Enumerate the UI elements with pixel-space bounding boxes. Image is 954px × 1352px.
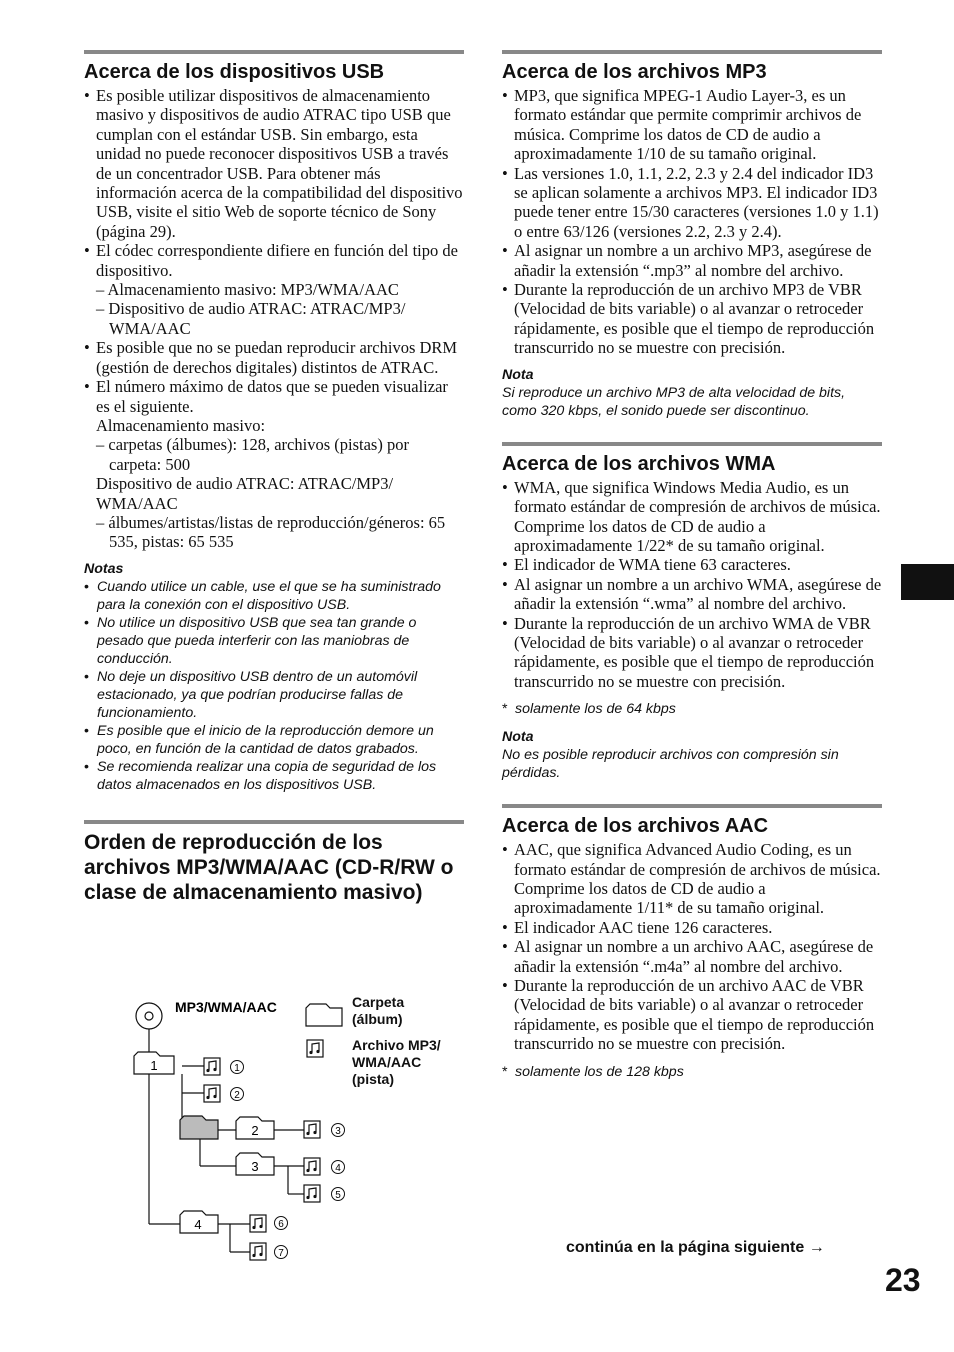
list-item: • MP3, que significa MPEG-1 Audio Layer-3, es un formato estándar que permite comprimir archivos de música. Comprime los datos de CD de audio a aproximadamente 1/10 de su tamaño original. bbox=[502, 86, 882, 164]
music-file-icon bbox=[204, 1085, 220, 1102]
legend-file-label: Archivo MP3/ WMA/AAC (pista) bbox=[352, 1037, 441, 1087]
track-number bbox=[231, 1088, 244, 1102]
note-item: • Es posible que el inicio de la reproducción demore un poco, en función de la cantidad de datos grabados. bbox=[84, 722, 464, 758]
music-file-icon bbox=[250, 1215, 266, 1232]
aac-heading: Acerca de los archivos AAC bbox=[502, 815, 769, 838]
footnote: * solamente los de 128 kbps bbox=[502, 1063, 882, 1081]
folder-number: 1 bbox=[150, 1058, 158, 1073]
legend-file-icon bbox=[307, 1040, 323, 1057]
list-subitem: – Dispositivo de audio ATRAC: ATRAC/MP3/ WMA/AAC bbox=[96, 299, 406, 338]
folder-tree-diagram bbox=[120, 990, 460, 1270]
mp3-heading: Acerca de los archivos MP3 bbox=[502, 61, 767, 83]
legend-folder-text: Carpeta (álbum) bbox=[352, 994, 405, 1027]
legend-folder-icon bbox=[306, 1004, 342, 1026]
folder-icon bbox=[236, 1117, 274, 1139]
svg-text:3: 3 bbox=[335, 1126, 341, 1137]
section-rule bbox=[502, 50, 882, 54]
list-subitem: – Almacenamiento masivo: MP3/WMA/AAC bbox=[96, 280, 399, 300]
folder-icon bbox=[134, 1052, 174, 1074]
music-file-icon bbox=[204, 1058, 220, 1075]
aac-section bbox=[502, 804, 882, 1080]
list-item: • El indicador de WMA tiene 63 caracteres. bbox=[502, 555, 882, 574]
folder-number: 3 bbox=[251, 1159, 259, 1174]
list-item: • El indicador AAC tiene 126 caracteres. bbox=[502, 918, 882, 937]
track-number bbox=[332, 1161, 345, 1175]
section-rule bbox=[84, 820, 464, 824]
note-text: No es posible reproducir archivos con compresión sin pérdidas. bbox=[502, 747, 839, 782]
current-folder-icon bbox=[180, 1116, 218, 1139]
disc-label: MP3/WMA/AAC bbox=[175, 999, 277, 1015]
svg-text:5: 5 bbox=[335, 1190, 341, 1201]
page-number: 23 bbox=[885, 1262, 921, 1298]
list-item: • WMA, que significa Windows Media Audio, es un formato estándar de compresión de archivos de música. Comprime los datos de CD de audio a aproximadamente 1/22* de su tamaño original. bbox=[502, 478, 882, 556]
list-item: • Las versiones 1.0, 1.1, 2.2, 2.3 y 2.4 del indicador ID3 se aplican solamente a archivos MP3. El indicador ID3 puede tener entre 15/30 caracteres (versiones 1.0 y 1.1) o entre 63/126 (versiones 2.2, 2.3 y 2.4). bbox=[502, 164, 882, 242]
svg-text:4: 4 bbox=[335, 1163, 341, 1174]
music-file-icon bbox=[304, 1158, 320, 1175]
usb-section bbox=[84, 50, 464, 794]
note-item: • Cuando utilice un cable, use el que se ha suministrado para la conexión con el dispositivo USB. bbox=[84, 578, 464, 614]
folder-number: 4 bbox=[194, 1217, 202, 1232]
track-number bbox=[275, 1246, 288, 1260]
folder-icon bbox=[236, 1153, 274, 1175]
svg-text:7: 7 bbox=[278, 1248, 284, 1259]
list-item: • Al asignar un nombre a un archivo MP3, asegúrese de añadir la extensión “.mp3” al nombre del archivo. bbox=[502, 241, 882, 280]
music-file-icon bbox=[304, 1185, 320, 1202]
order-section bbox=[84, 820, 464, 905]
left-column bbox=[84, 50, 464, 921]
disc-icon bbox=[136, 1003, 162, 1029]
svg-text:6: 6 bbox=[278, 1219, 284, 1230]
aac-bullets bbox=[502, 840, 882, 1053]
usb-bullets bbox=[84, 86, 464, 552]
track-number bbox=[332, 1124, 345, 1138]
music-file-icon bbox=[304, 1121, 320, 1138]
list-item-text: • El número máximo de datos que se pueden visualizar es el siguiente. bbox=[96, 377, 448, 416]
note-item: • No deje un dispositivo USB dentro de un automóvil estacionado, ya que podrían producirse fallas de funcionamiento. bbox=[84, 668, 464, 722]
folder-icon bbox=[180, 1211, 218, 1233]
list-item: • Al asignar un nombre a un archivo AAC, asegúrese de añadir la extensión “.m4a” al nombre del archivo. bbox=[502, 937, 882, 976]
list-subheading: Almacenamiento masivo: bbox=[96, 415, 266, 435]
footnote: * solamente los de 64 kbps bbox=[502, 700, 882, 718]
usb-heading: Acerca de los dispositivos USB bbox=[84, 61, 385, 83]
note-item: • Se recomienda realizar una copia de seguridad de los datos almacenados en los dispositivos USB. bbox=[84, 758, 464, 794]
track-number bbox=[332, 1188, 345, 1202]
list-item: • Durante la reproducción de un archivo MP3 de VBR (Velocidad de bits variable) o al avanzar o retroceder rápidamente, es posible que el tiempo de reproducción transcurrido no se muestre con precisión. bbox=[502, 280, 882, 358]
section-tab-marker bbox=[901, 564, 954, 600]
list-item: • AAC, que significa Advanced Audio Coding, es un formato estándar de compresión de archivos de música. Comprime los datos de CD de audio a aproximadamente 1/11* de su tamaño original. bbox=[502, 840, 882, 918]
section-rule bbox=[502, 804, 882, 808]
list-item: • Es posible que no se puedan reproducir archivos DRM (gestión de derechos digitales) distintos de ATRAC. bbox=[84, 338, 464, 377]
track-number bbox=[275, 1217, 288, 1231]
list-item-text: • El códec correspondiente difiere en función del tipo de dispositivo. bbox=[96, 241, 458, 280]
wma-bullets bbox=[502, 478, 882, 691]
list-item bbox=[84, 377, 464, 552]
list-subheading: Dispositivo de audio ATRAC: ATRAC/MP3/ WMA/AAC bbox=[96, 474, 394, 513]
list-item: • Al asignar un nombre a un archivo WMA, asegúrese de añadir la extensión “.wma” al nombre del archivo. bbox=[502, 575, 882, 614]
list-item: • Durante la reproducción de un archivo AAC de VBR (Velocidad de bits variable) o al avanzar o retroceder rápidamente, es posible que el tiempo de reproducción transcurrido no se muestre con precisión. bbox=[502, 976, 882, 1054]
wma-heading: Acerca de los archivos WMA bbox=[502, 452, 776, 475]
mp3-section bbox=[502, 50, 882, 420]
usb-notes bbox=[84, 578, 464, 794]
note-heading: Nota bbox=[502, 729, 534, 746]
svg-text:1: 1 bbox=[234, 1063, 240, 1074]
mp3-bullets bbox=[502, 86, 882, 358]
section-rule bbox=[84, 50, 464, 54]
music-file-icon bbox=[250, 1243, 266, 1260]
folder-number: 2 bbox=[251, 1123, 259, 1138]
note-text: Si reproduce un archivo MP3 de alta velocidad de bits, como 320 kbps, el sonido puede ser discontinuo. bbox=[502, 384, 846, 419]
list-item: • Es posible utilizar dispositivos de almacenamiento masivo y dispositivos de audio ATRAC tipo USB que cumplan con el estándar USB. Sin embargo, esta unidad no puede reconocer dispositivos USB a través de un concentrador USB. Para obtener más información acerca de la compatibilidad del dispositivo USB, visite el sitio Web de soporte técnico de Sony (página 29). bbox=[84, 86, 464, 241]
list-subitem: – carpetas (álbumes): 128, archivos (pistas) por carpeta: 500 bbox=[96, 435, 409, 474]
note-item: • No utilice un dispositivo USB que sea tan grande o pesado que pueda interferir con las maniobras de conducción. bbox=[84, 614, 464, 668]
order-heading: Orden de reproducción de los archivos MP3/WMA/AAC (CD-R/RW o clase de almacenamiento masivo) bbox=[84, 830, 454, 904]
list-item: • Durante la reproducción de un archivo WMA de VBR (Velocidad de bits variable) o al avanzar o retroceder rápidamente, es posible que el tiempo de reproducción transcurrido no se muestre con precisión. bbox=[502, 614, 882, 692]
section-rule bbox=[502, 442, 882, 446]
list-item bbox=[84, 241, 464, 338]
note-heading: Nota bbox=[502, 366, 534, 383]
list-subitem: – álbumes/artistas/listas de reproducción/géneros: 65 535, pistas: 65 535 bbox=[96, 512, 446, 552]
track-number bbox=[231, 1061, 244, 1075]
wma-section bbox=[502, 442, 882, 782]
continue-next-page: continúa en la página siguiente → bbox=[566, 1239, 825, 1256]
right-column bbox=[502, 50, 882, 1097]
notes-heading: Notas bbox=[84, 560, 124, 577]
svg-text:2: 2 bbox=[234, 1090, 240, 1101]
